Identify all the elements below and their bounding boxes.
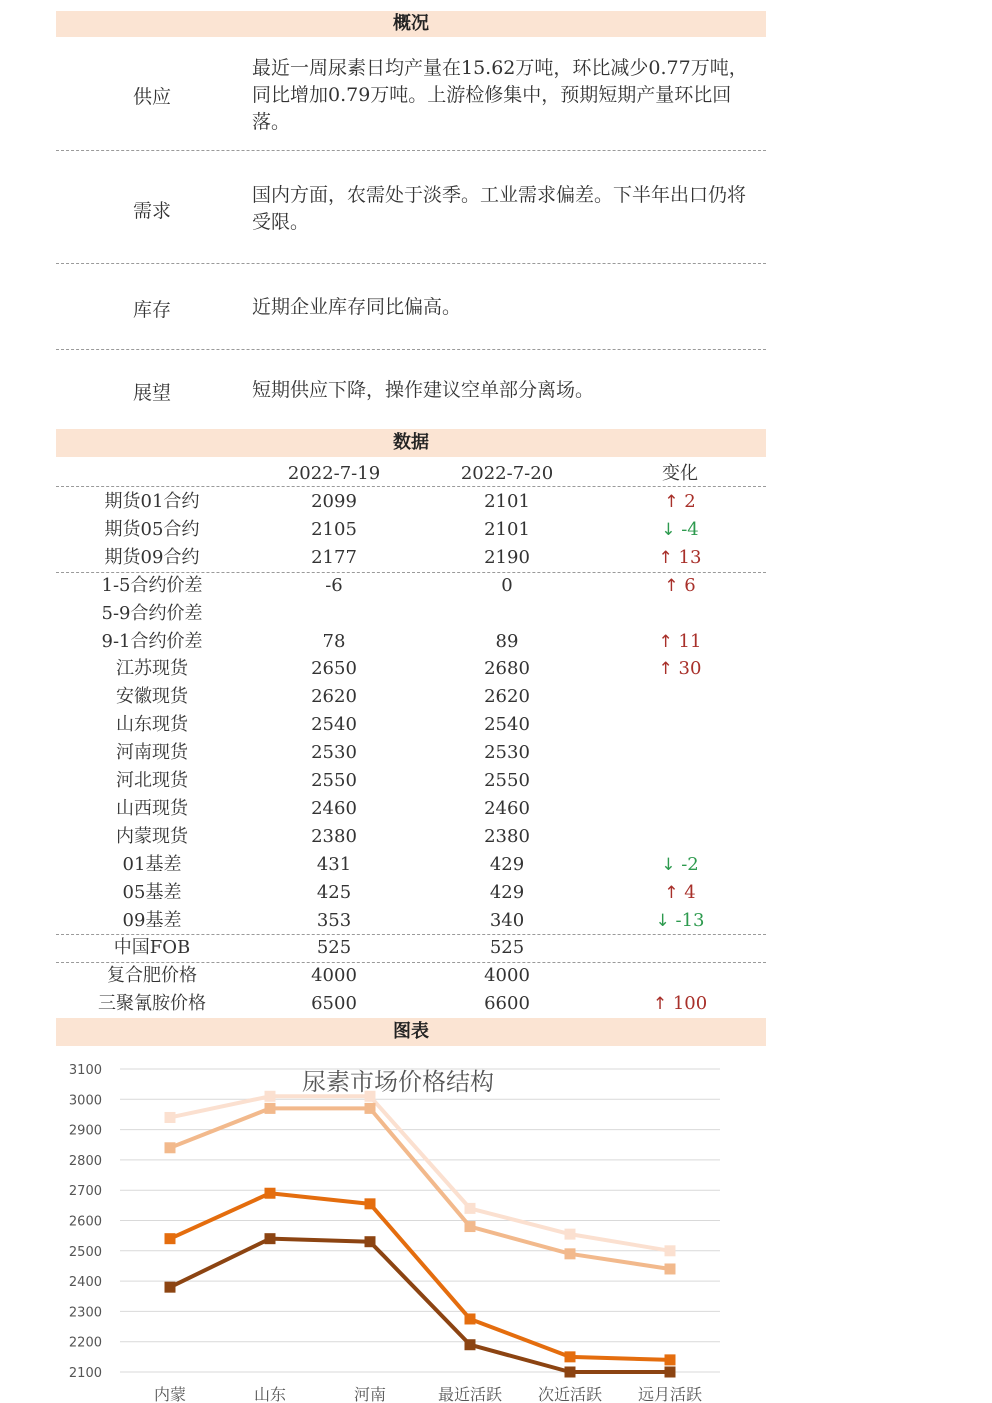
row-value-date1: 431	[316, 854, 352, 875]
row-value-date1: 2540	[311, 714, 357, 735]
table-header-change: 变化	[662, 463, 698, 484]
change-value: -13	[675, 910, 705, 931]
y-tick-label: 2900	[68, 1123, 102, 1139]
y-tick-label: 2500	[68, 1244, 102, 1260]
row-name: 01基差	[122, 854, 182, 875]
row-value-date2: 2101	[484, 491, 530, 512]
series-2-marker	[365, 1103, 376, 1114]
row-value-date2: 429	[489, 854, 525, 875]
row-value-date1	[248, 600, 420, 628]
row-name: 期货09合约	[104, 547, 200, 568]
divider	[56, 934, 766, 935]
x-tick-label: 河南	[353, 1385, 387, 1403]
row-value-date2: 340	[489, 910, 525, 931]
arrow-down-icon: ↓	[655, 911, 670, 931]
outlook-text: 短期供应下降，操作建议空单部分离场。	[252, 379, 595, 401]
row-change	[594, 711, 766, 739]
row-value-date2: 0	[501, 575, 513, 596]
change-value: 11	[678, 631, 702, 652]
row-name: 江苏现货	[116, 658, 188, 679]
series-1-marker	[665, 1245, 676, 1256]
row-value-date1: 2177	[311, 547, 357, 568]
row-value-date1: 2380	[311, 826, 357, 847]
y-tick-label: 3100	[68, 1063, 102, 1078]
x-tick-label: 次近活跃	[537, 1385, 603, 1403]
row-value-date2: 2101	[484, 519, 530, 540]
series-3-marker	[365, 1198, 376, 1209]
row-name: 三聚氰胺价格	[98, 993, 206, 1014]
series-line-3	[170, 1193, 670, 1360]
series-1-marker	[165, 1112, 176, 1123]
supply-text: 最近一周尿素日均产量在15.62万吨，环比减少0.77万吨，同比增加0.79万吨。上游检修集中，预期短期产量环比回落。	[252, 57, 748, 133]
row-change	[594, 600, 766, 628]
row-value-date2: 2190	[484, 547, 530, 568]
x-tick-label: 山东	[253, 1385, 287, 1403]
change-value: 30	[678, 658, 702, 679]
row-change	[594, 655, 766, 683]
x-tick-label: 最近活跃	[437, 1385, 503, 1403]
series-line-2	[170, 1108, 670, 1269]
row-change	[594, 572, 766, 600]
series-2-marker	[465, 1221, 476, 1232]
row-value-date1: 2530	[311, 742, 357, 763]
row-name: 河北现货	[116, 770, 188, 791]
y-tick-label: 2200	[68, 1335, 102, 1351]
y-tick-label: 2800	[68, 1153, 102, 1169]
divider	[56, 150, 766, 151]
row-value-date1: 525	[316, 937, 352, 958]
divider	[56, 263, 766, 264]
table-header-date1: 2022-7-19	[287, 463, 381, 484]
row-value-date2: 89	[495, 631, 519, 652]
row-name: 09基差	[122, 910, 182, 931]
row-value-date1: 2105	[311, 519, 357, 540]
table-header-name	[56, 460, 248, 488]
row-name: 5-9合约价差	[101, 603, 203, 624]
row-name: 05基差	[122, 882, 182, 903]
row-value-date1: 2099	[311, 491, 357, 512]
change-value: 100	[672, 993, 708, 1014]
divider	[56, 349, 766, 350]
y-tick-label: 2400	[68, 1275, 102, 1291]
series-3-marker	[465, 1313, 476, 1324]
row-change	[594, 739, 766, 767]
series-4-marker	[665, 1367, 676, 1378]
row-value-date2: 4000	[484, 965, 530, 986]
row-change	[594, 990, 766, 1018]
arrow-up-icon: ↑	[658, 632, 673, 652]
supply-label: 供应	[132, 86, 171, 108]
row-value-date2	[420, 600, 594, 628]
row-name: 河南现货	[116, 742, 188, 763]
row-change	[594, 879, 766, 907]
row-value-date2: 429	[489, 882, 525, 903]
data-header: 数据	[56, 429, 766, 457]
row-name: 期货01合约	[104, 491, 200, 512]
series-4-marker	[565, 1367, 576, 1378]
row-name: 山西现货	[116, 798, 188, 819]
change-value: -4	[681, 519, 699, 540]
demand-text: 国内方面，农需处于淡季。工业需求偏差。下半年出口仍将受限。	[252, 184, 747, 233]
row-name: 复合肥价格	[107, 965, 197, 986]
row-value-date1: 78	[322, 631, 346, 652]
x-tick-label: 内蒙	[153, 1385, 187, 1403]
series-2-marker	[265, 1103, 276, 1114]
series-1-marker	[265, 1091, 276, 1102]
arrow-down-icon: ↓	[661, 520, 676, 540]
y-axis	[69, 1063, 102, 1381]
row-name: 山东现货	[116, 714, 188, 735]
arrow-up-icon: ↑	[664, 576, 679, 596]
row-change	[594, 628, 766, 656]
series-3-marker	[665, 1354, 676, 1365]
divider	[56, 572, 766, 573]
row-value-date2: 2620	[484, 686, 530, 707]
demand-label: 需求	[132, 200, 171, 222]
row-value-date1: 353	[316, 910, 352, 931]
change-value: 13	[678, 547, 702, 568]
row-change	[594, 823, 766, 851]
row-name: 期货05合约	[104, 519, 200, 540]
arrow-up-icon: ↑	[658, 548, 673, 568]
row-change	[594, 851, 766, 879]
row-value-date2: 2680	[484, 658, 530, 679]
row-change	[594, 934, 766, 962]
change-value: -2	[681, 854, 699, 875]
row-change	[594, 544, 766, 572]
row-change	[594, 907, 766, 935]
chart-header: 图表	[56, 1018, 766, 1046]
arrow-up-icon: ↑	[664, 492, 679, 512]
row-value-date1: -6	[325, 575, 343, 596]
row-value-date2: 2540	[484, 714, 530, 735]
chart-title: 尿素市场价格结构	[302, 1068, 494, 1096]
arrow-up-icon: ↑	[658, 659, 673, 679]
x-tick-label: 远月活跃	[637, 1385, 703, 1403]
divider	[56, 962, 766, 963]
series-4-marker	[265, 1233, 276, 1244]
arrow-down-icon: ↓	[661, 855, 676, 875]
row-value-date2: 2380	[484, 826, 530, 847]
series-2-marker	[565, 1248, 576, 1259]
row-value-date2: 6600	[484, 993, 530, 1014]
outlook-label: 展望	[132, 382, 171, 404]
change-value: 4	[684, 882, 696, 903]
row-name: 内蒙现货	[116, 826, 188, 847]
row-change	[594, 516, 766, 544]
series-2-marker	[665, 1263, 676, 1274]
change-value: 6	[684, 575, 696, 596]
row-value-date1: 425	[316, 882, 352, 903]
row-value-date2: 525	[489, 937, 525, 958]
row-value-date1: 2650	[311, 658, 357, 679]
row-change	[594, 795, 766, 823]
x-axis	[154, 1385, 702, 1403]
row-value-date1: 2620	[311, 686, 357, 707]
row-value-date1: 6500	[311, 993, 357, 1014]
row-value-date1: 4000	[311, 965, 357, 986]
series-1-marker	[565, 1229, 576, 1240]
chart-series	[165, 1091, 676, 1378]
y-tick-label: 3000	[68, 1093, 102, 1109]
overview-header: 概况	[56, 11, 766, 37]
row-change	[594, 488, 766, 516]
series-3-marker	[165, 1233, 176, 1244]
row-name: 9-1合约价差	[101, 631, 203, 652]
row-name: 安徽现货	[116, 686, 188, 707]
row-change	[594, 962, 766, 990]
y-tick-label: 2300	[68, 1305, 102, 1321]
series-4-marker	[465, 1339, 476, 1350]
row-value-date2: 2550	[484, 770, 530, 791]
series-1-marker	[465, 1203, 476, 1214]
inventory-label: 库存	[132, 299, 171, 321]
table-header-date2: 2022-7-20	[460, 463, 554, 484]
row-name: 1-5合约价差	[101, 575, 203, 596]
row-change	[594, 683, 766, 711]
series-3-marker	[565, 1351, 576, 1362]
row-value-date2: 2460	[484, 798, 530, 819]
row-name: 中国FOB	[113, 937, 191, 958]
price-structure-chart	[0, 1048, 992, 1403]
y-tick-label: 2100	[68, 1366, 102, 1381]
row-value-date1: 2460	[311, 798, 357, 819]
series-3-marker	[265, 1188, 276, 1199]
arrow-up-icon: ↑	[664, 883, 679, 903]
divider	[56, 486, 766, 487]
series-2-marker	[165, 1142, 176, 1153]
y-tick-label: 2600	[68, 1214, 102, 1230]
row-value-date1: 2550	[311, 770, 357, 791]
series-4-marker	[165, 1282, 176, 1293]
y-tick-label: 2700	[68, 1184, 102, 1200]
row-value-date2: 2530	[484, 742, 530, 763]
inventory-text: 近期企业库存同比偏高。	[252, 296, 462, 318]
row-change	[594, 767, 766, 795]
change-value: 2	[684, 491, 696, 512]
series-4-marker	[365, 1236, 376, 1247]
arrow-up-icon: ↑	[652, 994, 668, 1014]
